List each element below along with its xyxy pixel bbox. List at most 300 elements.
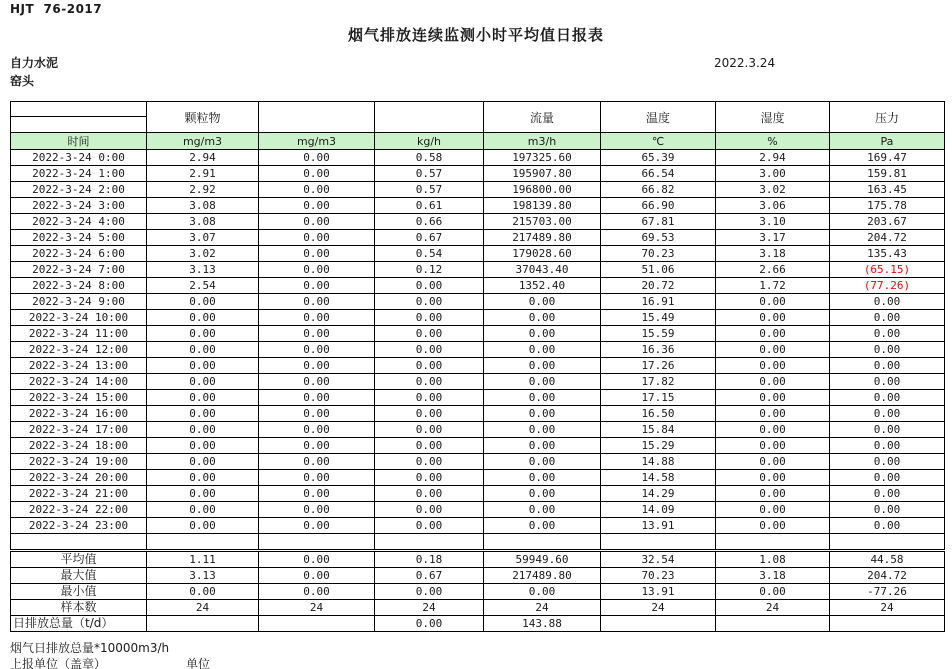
value-cell: 0.00: [259, 342, 375, 358]
company-name: 自力水泥: [10, 56, 59, 70]
value-cell: 0.00: [259, 182, 375, 198]
value-cell: 0.00: [830, 470, 945, 486]
value-cell: 0.00: [375, 422, 484, 438]
value-cell: 0.00: [147, 390, 259, 406]
value-cell: 204.72: [830, 230, 945, 246]
value-cell: 66.82: [601, 182, 716, 198]
summary-value-cell: 44.58: [830, 552, 945, 568]
value-cell: 0.00: [830, 342, 945, 358]
hourly-row: [11, 470, 945, 486]
value-cell: 2.66: [716, 262, 830, 278]
hourly-row: [11, 422, 945, 438]
unit-header-pa: Pa: [830, 133, 945, 150]
summary-row: [11, 584, 945, 600]
value-cell: 0.00: [716, 518, 830, 534]
value-cell: 70.23: [601, 246, 716, 262]
value-cell: 2.91: [147, 166, 259, 182]
value-cell: 0.00: [147, 422, 259, 438]
value-cell: 0.00: [830, 454, 945, 470]
value-cell: 15.59: [601, 326, 716, 342]
summary-value-cell: 1.08: [716, 552, 830, 568]
summary-value-cell: 143.88: [484, 616, 601, 632]
value-cell: 217489.80: [484, 230, 601, 246]
value-cell: 16.91: [601, 294, 716, 310]
unit-header-celsius: ℃: [601, 133, 716, 150]
value-cell: 0.00: [147, 406, 259, 422]
value-cell: 0.00: [716, 406, 830, 422]
summary-value-cell: 24: [147, 600, 259, 616]
value-cell: 0.00: [484, 438, 601, 454]
hourly-row: [11, 342, 945, 358]
value-cell: 0.00: [716, 502, 830, 518]
value-cell: 0.00: [259, 278, 375, 294]
value-cell: 0.00: [716, 390, 830, 406]
summary-value-cell: 0.00: [259, 568, 375, 584]
value-cell: 20.72: [601, 278, 716, 294]
value-cell: 0.00: [716, 342, 830, 358]
hourly-row: [11, 374, 945, 390]
report-date: 2022.3.24: [714, 56, 776, 70]
value-cell: 0.00: [716, 486, 830, 502]
time-cell: 2022-3-24 21:00: [11, 486, 147, 502]
value-cell: 198139.80: [484, 198, 601, 214]
value-cell: 0.00: [484, 502, 601, 518]
hourly-row: [11, 310, 945, 326]
summary-value-cell: 24: [716, 600, 830, 616]
summary-value-cell: [830, 616, 945, 632]
value-cell: 16.50: [601, 406, 716, 422]
value-cell: 14.88: [601, 454, 716, 470]
value-cell: 3.17: [716, 230, 830, 246]
value-cell: 0.00: [830, 374, 945, 390]
value-cell: 0.12: [375, 262, 484, 278]
value-cell: 175.78: [830, 198, 945, 214]
value-cell: 0.00: [147, 326, 259, 342]
summary-value-cell: 70.23: [601, 568, 716, 584]
value-cell: 51.06: [601, 262, 716, 278]
hourly-row: [11, 454, 945, 470]
hourly-data-table: [10, 101, 945, 550]
value-cell: 65.39: [601, 150, 716, 166]
hourly-row: [11, 198, 945, 214]
hourly-row: [11, 358, 945, 374]
summary-row: [11, 568, 945, 584]
value-cell: 0.00: [375, 486, 484, 502]
time-cell: 2022-3-24 6:00: [11, 246, 147, 262]
value-cell: 3.13: [147, 262, 259, 278]
hourly-row: [11, 214, 945, 230]
hourly-row: [11, 182, 945, 198]
time-cell: 2022-3-24 11:00: [11, 326, 147, 342]
summary-value-cell: 59949.60: [484, 552, 601, 568]
value-cell: 0.00: [484, 470, 601, 486]
summary-value-cell: 0.00: [484, 584, 601, 600]
value-cell: 0.00: [716, 470, 830, 486]
value-cell: 0.00: [830, 486, 945, 502]
value-cell: 203.67: [830, 214, 945, 230]
unit-header-kgh: kg/h: [375, 133, 484, 150]
value-cell: 15.49: [601, 310, 716, 326]
value-cell: 0.00: [484, 390, 601, 406]
value-cell: 0.00: [375, 390, 484, 406]
value-cell: 0.67: [375, 230, 484, 246]
value-cell: 0.00: [830, 358, 945, 374]
empty-cell: [484, 534, 601, 550]
value-cell: 3.18: [716, 246, 830, 262]
value-cell: 196800.00: [484, 182, 601, 198]
value-cell: 17.15: [601, 390, 716, 406]
summary-table: [10, 551, 945, 632]
value-cell: 135.43: [830, 246, 945, 262]
value-cell: 0.58: [375, 150, 484, 166]
value-cell: 37043.40: [484, 262, 601, 278]
param-header-flow: 流量: [484, 102, 601, 133]
value-cell: 215703.00: [484, 214, 601, 230]
value-cell: 0.00: [375, 502, 484, 518]
value-cell: 3.02: [147, 246, 259, 262]
summary-label-cell: 最小值: [11, 584, 147, 600]
value-cell: 0.61: [375, 198, 484, 214]
value-cell: 66.90: [601, 198, 716, 214]
value-cell: 0.00: [259, 438, 375, 454]
time-cell: 2022-3-24 23:00: [11, 518, 147, 534]
summary-label-cell: 平均值: [11, 552, 147, 568]
value-cell: 0.00: [147, 294, 259, 310]
time-cell: 2022-3-24 5:00: [11, 230, 147, 246]
value-cell: 0.57: [375, 166, 484, 182]
value-cell: 0.00: [259, 390, 375, 406]
value-cell: 1352.40: [484, 278, 601, 294]
time-cell: 2022-3-24 15:00: [11, 390, 147, 406]
time-cell: 2022-3-24 3:00: [11, 198, 147, 214]
summary-value-cell: 13.91: [601, 584, 716, 600]
summary-value-cell: 0.00: [716, 584, 830, 600]
summary-value-cell: [601, 616, 716, 632]
value-cell: 0.00: [484, 358, 601, 374]
value-cell: 0.00: [716, 358, 830, 374]
time-cell: 2022-3-24 13:00: [11, 358, 147, 374]
value-cell: 69.53: [601, 230, 716, 246]
param-header-blank-2: [375, 102, 484, 133]
value-cell: 0.00: [259, 246, 375, 262]
summary-value-cell: 0.00: [259, 584, 375, 600]
unit-label: 单位: [186, 657, 211, 669]
summary-value-cell: 3.18: [716, 568, 830, 584]
value-cell: 0.00: [484, 294, 601, 310]
value-cell: 2.94: [716, 150, 830, 166]
value-cell: 0.00: [375, 374, 484, 390]
value-cell: 0.00: [375, 294, 484, 310]
param-header-blank-1: [259, 102, 375, 133]
value-cell: 0.00: [716, 310, 830, 326]
hourly-row: [11, 518, 945, 534]
value-cell: 0.00: [147, 502, 259, 518]
value-cell: 0.00: [147, 470, 259, 486]
value-cell: 169.47: [830, 150, 945, 166]
split-bottom: [11, 117, 146, 132]
value-cell: 0.00: [147, 438, 259, 454]
summary-value-cell: 24: [830, 600, 945, 616]
summary-label-cell: 最大值: [11, 568, 147, 584]
value-cell: 0.66: [375, 214, 484, 230]
value-cell: 0.00: [484, 310, 601, 326]
empty-cell: [830, 534, 945, 550]
hourly-row: [11, 278, 945, 294]
unit-header-time: 时间: [11, 133, 147, 150]
value-cell: 0.00: [147, 454, 259, 470]
empty-cell: [259, 534, 375, 550]
value-cell: 0.00: [259, 422, 375, 438]
value-cell: 0.00: [716, 422, 830, 438]
value-cell: 0.00: [259, 326, 375, 342]
parameter-header-row: [11, 102, 945, 133]
value-cell: 0.00: [259, 166, 375, 182]
value-cell: 0.00: [259, 486, 375, 502]
summary-row: [11, 552, 945, 568]
time-cell: 2022-3-24 4:00: [11, 214, 147, 230]
value-cell: 0.00: [830, 390, 945, 406]
summary-value-cell: [716, 616, 830, 632]
value-cell: 0.00: [147, 342, 259, 358]
spacer-row: [11, 534, 945, 550]
summary-value-cell: 217489.80: [484, 568, 601, 584]
summary-value-cell: 32.54: [601, 552, 716, 568]
value-cell: 2.54: [147, 278, 259, 294]
value-cell: 66.54: [601, 166, 716, 182]
empty-cell: [375, 534, 484, 550]
value-cell: 0.00: [716, 294, 830, 310]
time-cell: 2022-3-24 1:00: [11, 166, 147, 182]
empty-cell: [716, 534, 830, 550]
value-cell: 0.00: [484, 326, 601, 342]
summary-value-cell: 24: [601, 600, 716, 616]
empty-cell: [601, 534, 716, 550]
summary-value-cell: 0.00: [375, 584, 484, 600]
value-cell: 0.00: [147, 518, 259, 534]
hourly-row: [11, 294, 945, 310]
value-cell: 3.00: [716, 166, 830, 182]
hourly-row: [11, 326, 945, 342]
value-cell: 0.00: [259, 230, 375, 246]
value-cell: 159.81: [830, 166, 945, 182]
summary-value-cell: [259, 616, 375, 632]
value-cell: 13.91: [601, 518, 716, 534]
unit-header-mgm3-1: mg/m3: [147, 133, 259, 150]
empty-cell: [147, 534, 259, 550]
value-cell: 14.58: [601, 470, 716, 486]
value-cell: 14.29: [601, 486, 716, 502]
value-cell: 0.00: [716, 438, 830, 454]
value-cell: 0.00: [484, 518, 601, 534]
value-cell: 0.00: [147, 486, 259, 502]
value-cell: 0.00: [375, 358, 484, 374]
value-cell: 0.00: [830, 502, 945, 518]
summary-value-cell: 0.00: [147, 584, 259, 600]
summary-value-cell: 0.00: [259, 552, 375, 568]
summary-value-cell: 3.13: [147, 568, 259, 584]
hourly-row: [11, 390, 945, 406]
summary-value-cell: 24: [259, 600, 375, 616]
value-cell: 0.00: [830, 438, 945, 454]
value-cell: 0.00: [484, 486, 601, 502]
value-cell: 0.00: [375, 406, 484, 422]
param-header-particulate: 颗粒物: [147, 102, 259, 133]
hourly-row: [11, 166, 945, 182]
hourly-row: [11, 150, 945, 166]
value-cell: 0.00: [375, 470, 484, 486]
value-cell: 16.36: [601, 342, 716, 358]
value-cell: 0.00: [259, 310, 375, 326]
time-cell: 2022-3-24 2:00: [11, 182, 147, 198]
value-cell: 0.00: [259, 198, 375, 214]
hourly-row: [11, 502, 945, 518]
unit-header-row: [11, 133, 945, 150]
summary-value-cell: 0.67: [375, 568, 484, 584]
value-cell: 0.00: [830, 310, 945, 326]
time-cell: 2022-3-24 12:00: [11, 342, 147, 358]
value-cell: 179028.60: [484, 246, 601, 262]
value-cell: 1.72: [716, 278, 830, 294]
value-cell: 0.00: [484, 374, 601, 390]
value-cell: 14.09: [601, 502, 716, 518]
unit-header-percent: %: [716, 133, 830, 150]
summary-value-cell: 24: [484, 600, 601, 616]
value-cell: 67.81: [601, 214, 716, 230]
value-cell: 0.00: [375, 518, 484, 534]
value-cell: 0.00: [259, 214, 375, 230]
value-cell: 2.92: [147, 182, 259, 198]
value-cell: 0.00: [484, 454, 601, 470]
value-cell: 0.00: [259, 374, 375, 390]
value-cell: 0.00: [830, 422, 945, 438]
value-cell: 0.00: [259, 454, 375, 470]
unit-header-m3h: m3/h: [484, 133, 601, 150]
time-cell: 2022-3-24 10:00: [11, 310, 147, 326]
summary-row: [11, 600, 945, 616]
time-cell: 2022-3-24 9:00: [11, 294, 147, 310]
value-cell: 0.00: [259, 358, 375, 374]
hourly-row: [11, 486, 945, 502]
value-cell: 197325.60: [484, 150, 601, 166]
value-cell: 0.00: [375, 454, 484, 470]
time-cell: 2022-3-24 16:00: [11, 406, 147, 422]
value-cell: 0.00: [259, 150, 375, 166]
time-cell: 2022-3-24 8:00: [11, 278, 147, 294]
summary-label-cell: 样本数: [11, 600, 147, 616]
value-cell: 0.00: [830, 406, 945, 422]
summary-value-cell: 0.00: [375, 616, 484, 632]
value-cell: 0.00: [716, 374, 830, 390]
value-cell: 0.00: [147, 358, 259, 374]
value-cell: 0.00: [259, 406, 375, 422]
station-name: 窑头: [10, 74, 35, 88]
summary-row: [11, 616, 945, 632]
value-cell: 0.00: [147, 374, 259, 390]
value-cell: 17.26: [601, 358, 716, 374]
value-cell: 0.00: [484, 406, 601, 422]
time-cell: 2022-3-24 14:00: [11, 374, 147, 390]
time-cell: 2022-3-24 0:00: [11, 150, 147, 166]
flow-total-note: 烟气日排放总量*10000m3/h: [10, 641, 170, 655]
value-cell: 195907.80: [484, 166, 601, 182]
value-cell: 0.54: [375, 246, 484, 262]
param-header-temperature: 温度: [601, 102, 716, 133]
value-cell: 3.10: [716, 214, 830, 230]
reporting-unit-stamp-label: 上报单位（盖章）: [10, 657, 107, 669]
time-cell: 2022-3-24 7:00: [11, 262, 147, 278]
split-top: [11, 102, 146, 117]
time-header-split-cell: [11, 102, 147, 133]
hourly-row: [11, 438, 945, 454]
time-cell: 2022-3-24 17:00: [11, 422, 147, 438]
hourly-row: [11, 230, 945, 246]
value-cell: 0.00: [375, 310, 484, 326]
time-cell: 2022-3-24 22:00: [11, 502, 147, 518]
hourly-row: [11, 262, 945, 278]
param-header-pressure: 压力: [830, 102, 945, 133]
value-cell: 0.00: [830, 326, 945, 342]
value-cell: (65.15): [830, 262, 945, 278]
time-cell: 2022-3-24 19:00: [11, 454, 147, 470]
summary-value-cell: 1.11: [147, 552, 259, 568]
hourly-row: [11, 246, 945, 262]
value-cell: 0.00: [259, 518, 375, 534]
value-cell: 2.94: [147, 150, 259, 166]
value-cell: 0.00: [375, 342, 484, 358]
value-cell: 0.00: [484, 342, 601, 358]
time-cell: 2022-3-24 18:00: [11, 438, 147, 454]
summary-value-cell: 204.72: [830, 568, 945, 584]
value-cell: 0.00: [259, 502, 375, 518]
value-cell: 0.00: [375, 326, 484, 342]
hourly-row: [11, 406, 945, 422]
standard-code: HJT 76-2017: [10, 2, 103, 16]
value-cell: 15.84: [601, 422, 716, 438]
value-cell: 3.06: [716, 198, 830, 214]
page-title: 烟气排放连续监测小时平均值日报表: [347, 26, 604, 44]
value-cell: 0.00: [147, 310, 259, 326]
summary-label-cell: 日排放总量（t/d）: [11, 616, 147, 632]
value-cell: 3.02: [716, 182, 830, 198]
value-cell: (77.26): [830, 278, 945, 294]
summary-value-cell: 24: [375, 600, 484, 616]
value-cell: 17.82: [601, 374, 716, 390]
value-cell: 0.00: [716, 326, 830, 342]
summary-value-cell: [147, 616, 259, 632]
param-header-humidity: 湿度: [716, 102, 830, 133]
value-cell: 3.07: [147, 230, 259, 246]
value-cell: 0.00: [830, 518, 945, 534]
summary-value-cell: 0.18: [375, 552, 484, 568]
value-cell: 0.00: [375, 438, 484, 454]
value-cell: 3.08: [147, 214, 259, 230]
value-cell: 0.00: [259, 294, 375, 310]
value-cell: 0.00: [830, 294, 945, 310]
value-cell: 0.00: [259, 470, 375, 486]
value-cell: 0.00: [484, 422, 601, 438]
empty-cell: [11, 534, 147, 550]
value-cell: 0.57: [375, 182, 484, 198]
value-cell: 15.29: [601, 438, 716, 454]
value-cell: 0.00: [375, 278, 484, 294]
value-cell: 3.08: [147, 198, 259, 214]
value-cell: 0.00: [716, 454, 830, 470]
time-cell: 2022-3-24 20:00: [11, 470, 147, 486]
summary-value-cell: -77.26: [830, 584, 945, 600]
value-cell: 0.00: [259, 262, 375, 278]
unit-header-mgm3-2: mg/m3: [259, 133, 375, 150]
value-cell: 163.45: [830, 182, 945, 198]
